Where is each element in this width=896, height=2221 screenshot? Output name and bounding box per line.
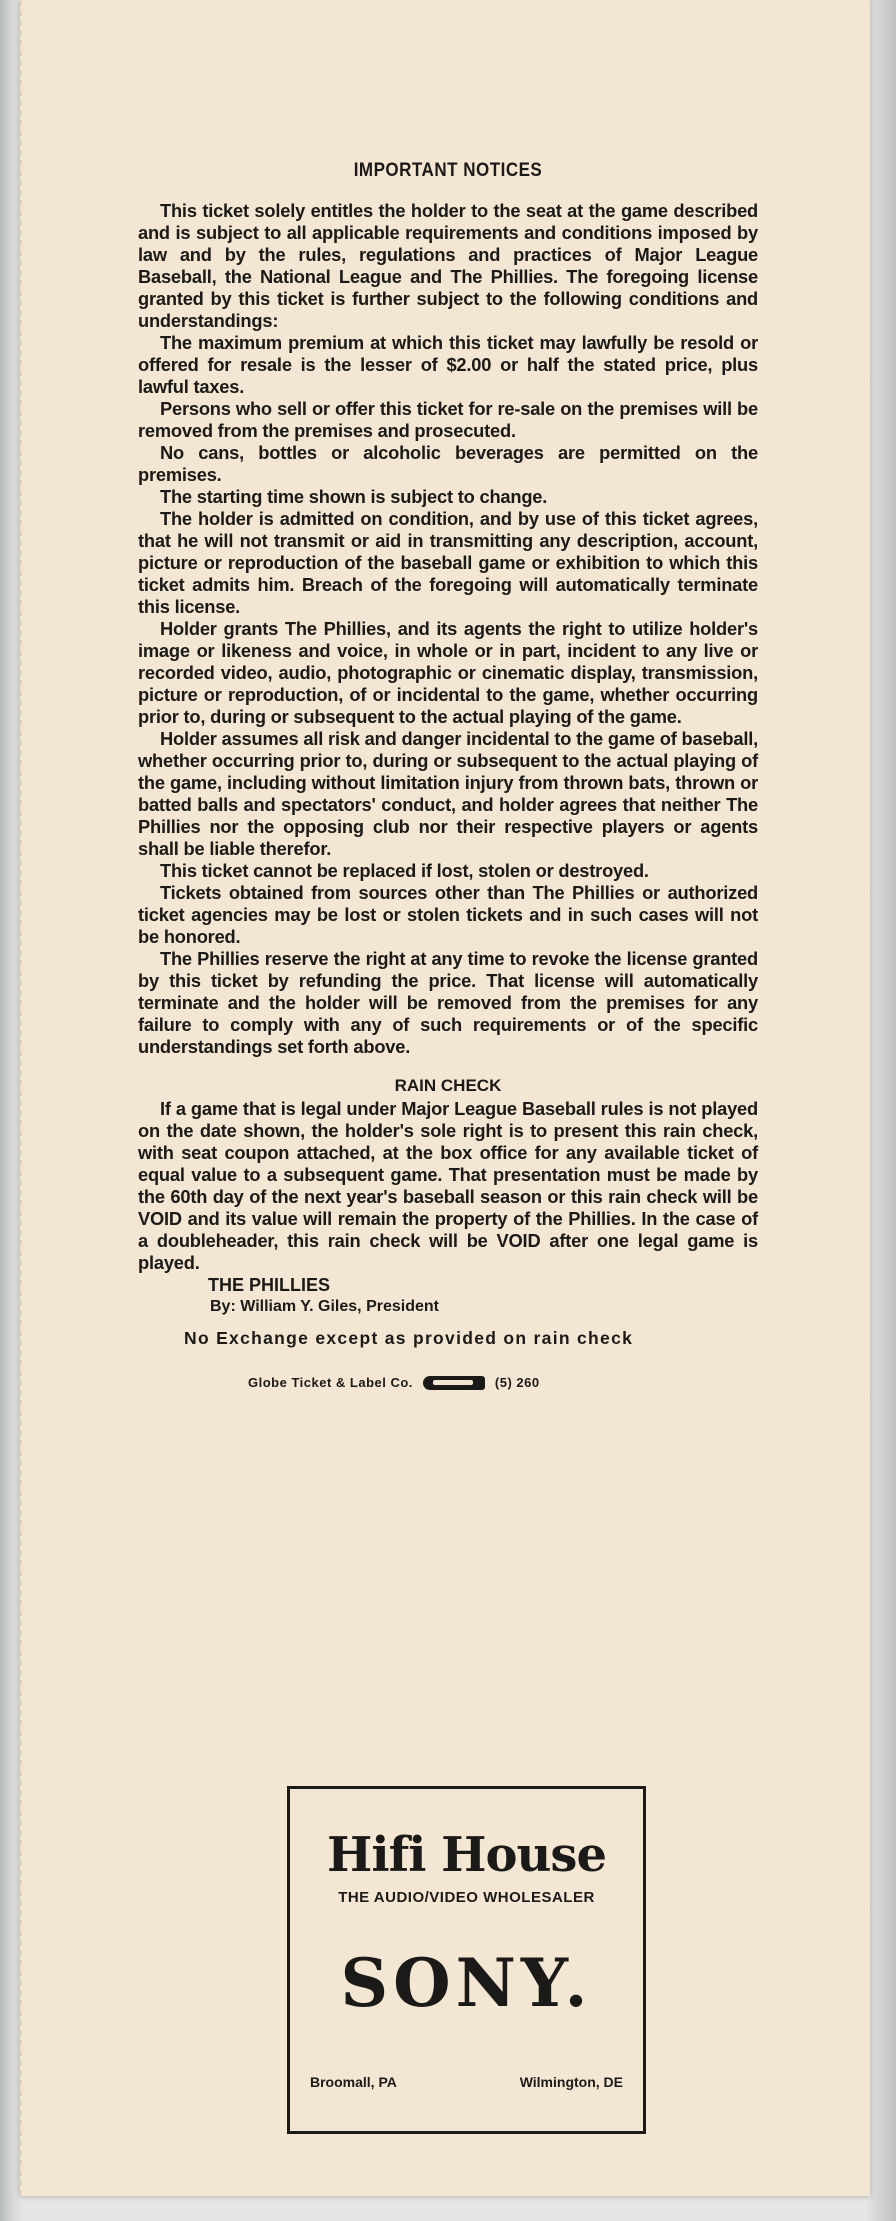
rain-check-heading: RAIN CHECK [394,1076,502,1095]
signature-by: By: William Y. Giles, President [210,1298,439,1315]
notices-heading: IMPORTANT NOTICES [353,158,543,181]
notice-paragraph: Tickets obtained from sources other than The Phillies or authorized ticket agencies may be lost or stolen tickets and in such cases will not be honored. [138,882,758,947]
hifi-house-logo: Hifi House [326,1827,606,1883]
notice-paragraph: Holder grants The Phillies, and its agents the right to utilize holder's image or likeness and voice, in whole or in part, incident to any live or recorded video, audio, photographic or cinematic display, transmission, picture or reproduction, of or incidental to the game, whether occurring prior to, during or subsequent to the actual playing of the game. [138,618,758,727]
sony-logo: SONY. [340,1944,593,2022]
notice-paragraph: Holder assumes all risk and danger incidental to the game of baseball, whether occurring prior to, during or subsequent to the actual playing of the game, including without limitation injury from thrown bats, thrown or batted balls and spectators' conduct, and holder agrees that neither The Phillies nor the opposing club nor their respective players or agents shall be liable therefor. [138,728,758,859]
notice-paragraph: The maximum premium at which this ticket may lawfully be resold or offered for resale is the lesser of $2.00 or half the stated price, plus lawful taxes. [138,332,758,397]
union-bug-icon [423,1376,485,1390]
printer-name: Globe Ticket & Label Co. [248,1375,413,1390]
notice-paragraph: The holder is admitted on condition, and by use of this ticket agrees, that he will not transmit or aid in transmitting any description, account, picture or reproduction of the baseball game or exhibition to which this ticket admits him. Breach of the foregoing will automatically terminate this license. [138,508,758,617]
ticket-back [20,0,870,2196]
no-exchange-notice: No Exchange except as provided on rain check [184,1328,634,1348]
rain-check-text: If a game that is legal under Major League Baseball rules is not played on the date shown, the holder's sole right is to present this rain check, with seat coupon attached, at the box office for any available ticket of equal value to a subsequent game. That presentation must be made by the 60th day of the next year's baseball season or this rain check will be VOID and its value will remain the property of the Phillies. In the case of a doubleheader, this rain check will be VOID after one legal game is played. [138,1098,758,1273]
notices-section [138,160,758,1390]
notice-paragraph: Persons who sell or offer this ticket for re-sale on the premises will be removed from the premises and prosecuted. [138,398,758,441]
notice-paragraph: This ticket solely entitles the holder to the seat at the game described and is subject to all applicable requirements and conditions imposed by law and by the rules, regulations and practices of Major League Baseball, the National League and The Phillies. The foregoing license granted by this ticket is further subject to the following conditions and understandings: [138,200,758,331]
notice-paragraph: No cans, bottles or alcoholic beverages are permitted on the premises. [138,442,758,485]
notice-paragraph: The starting time shown is subject to change. [160,486,548,507]
ad-tagline: THE AUDIO/VIDEO WHOLESALER [338,1889,595,1906]
ad-locations [310,2074,623,2090]
printer-line [248,1375,758,1390]
location-broomall: Broomall, PA [310,2074,397,2090]
location-wilmington: Wilmington, DE [519,2074,623,2090]
notice-paragraph: The Phillies reserve the right at any time to revoke the license granted by this ticket by refunding the price. That license will automatically terminate and the holder will be removed from the premises for any failure to comply with any of such requirements or of the specific understandings set forth above. [138,948,758,1057]
sponsor-ad [287,1786,646,2134]
printer-code: (5) 260 [494,1375,540,1390]
signature-org: THE PHILLIES [208,1275,331,1295]
notice-paragraph: This ticket cannot be replaced if lost, stolen or destroyed. [160,860,649,881]
